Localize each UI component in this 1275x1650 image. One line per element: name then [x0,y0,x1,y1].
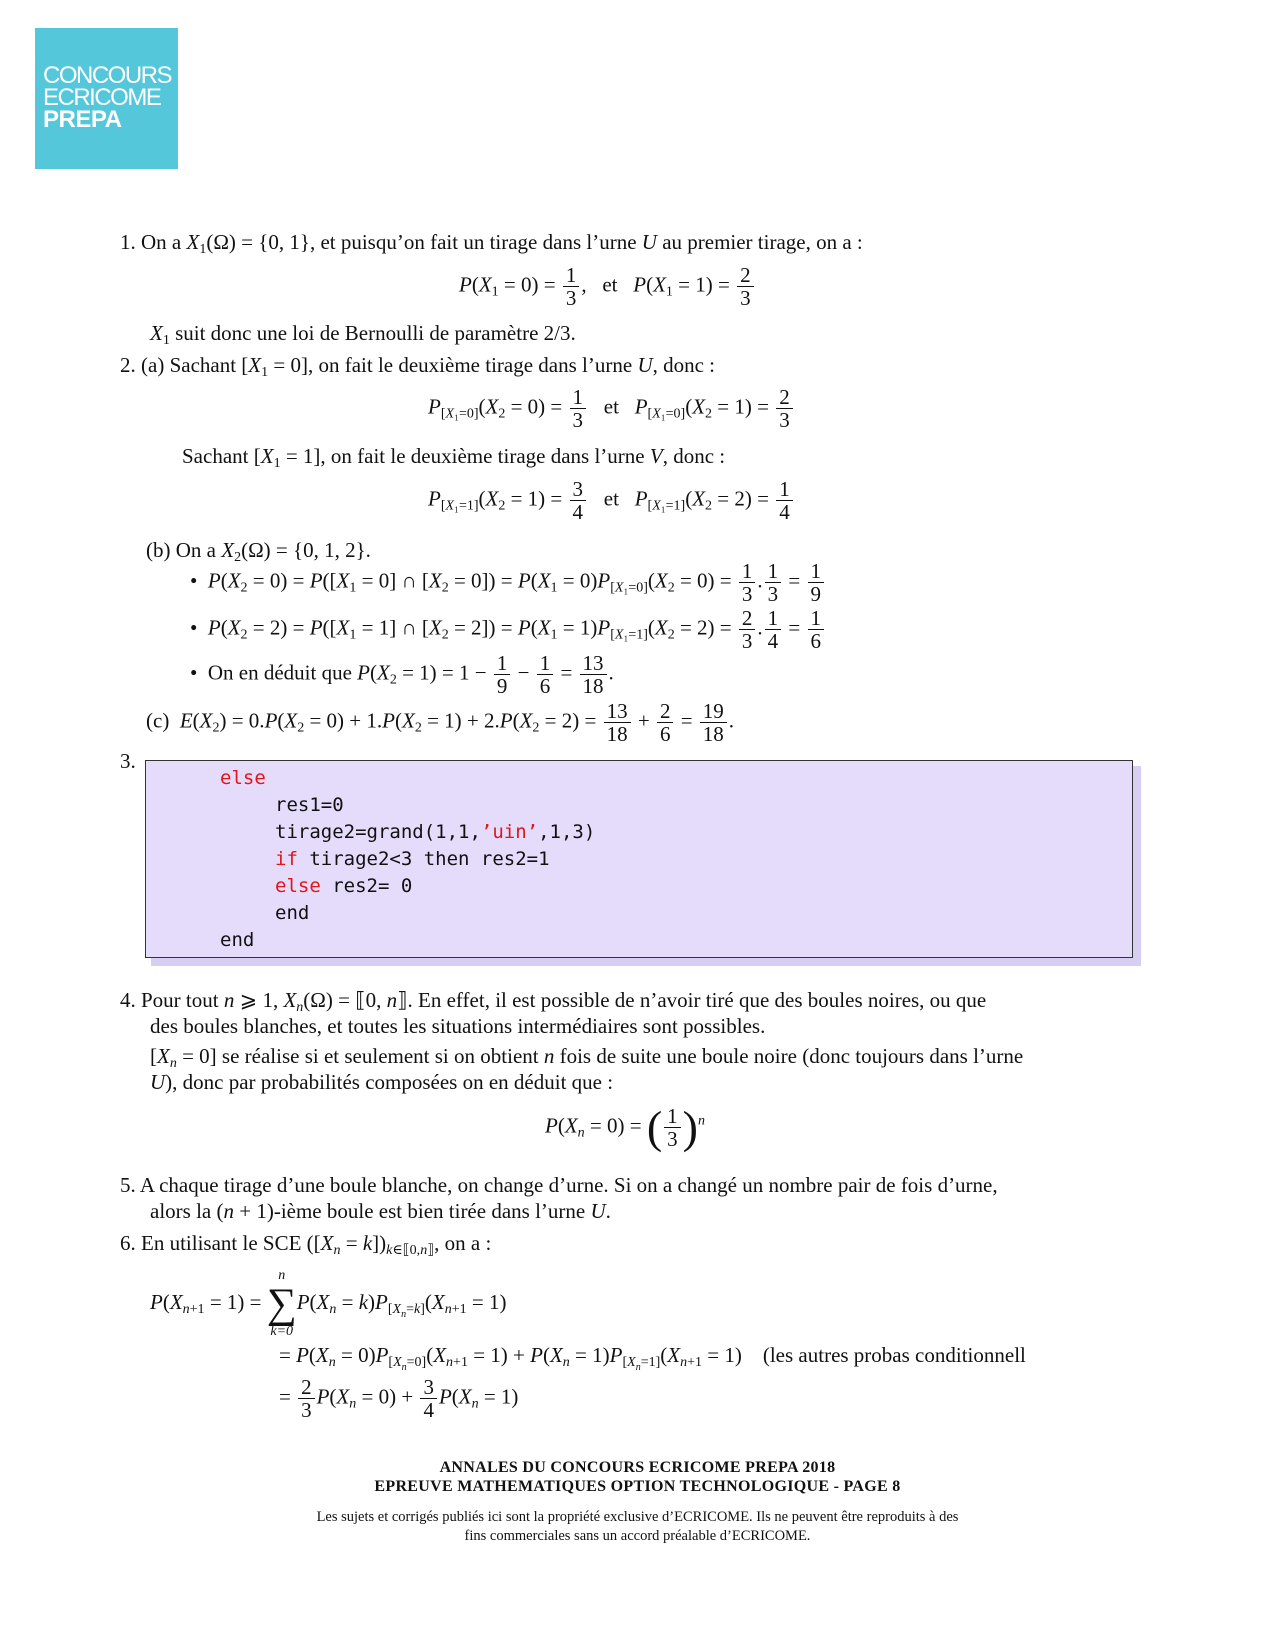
footer-legal-1: Les sujets et corrigés publiés ici sont la propriété exclusive d’ECRICOME. Ils ne peuvent être reproduits à des [316,1509,959,1525]
q4-line-3: $[X_n = 0]$ se réalise si et seulement si on obtient n fois de suite une boule noire (donc toujours dans l’urne [150,1044,1024,1071]
q4-line-4: U), donc par probabilités composées on en déduit que : [150,1070,614,1094]
q5-line-2: alors la (n + 1)-ième boule est bien tirée dans l’urne U. [150,1199,611,1223]
q2b-statement: (b) On a $X_2(\Omega) = \{0$, 1, 2}. [146,538,371,565]
code-line-1: else [220,767,266,789]
scilab-code-box [145,760,1133,958]
q2b-bullet-3: • On en déduit que $P(X_2 = 1) = 1$ − $\frac{1}{9}$ − $\frac{1}{6}$ = $\frac{13}{18}$ . [190,651,614,698]
logo-line-3: PREPA [43,106,122,133]
q1-conclusion: $X_1$ suit donc une loi de Bernoulli de paramètre 2/3. [150,321,576,348]
q4-line-2: des boules blanches, et toutes les situations intermédiaires sont possibles. [150,1014,766,1038]
footer-title-2: EPREUVE MATHEMATIQUES OPTION TECHNOLOGIQUE - PAGE 8 [374,1478,901,1495]
q2a-equation-0: $P_{[X_1=0]}(X_2 = 0)$ = $\frac{1}{3}$ et $P_{[X_1=0]}(X_2 = 1)$ = $\frac{2}{3}$ [428,386,795,431]
logo-line-2: ECRICOME [43,84,161,111]
q2a-statement-0: 2. (a) Sachant $[X_1 = 0]$, on fait le deuxième tirage dans l’urne U, donc : [120,353,716,380]
code-line-4: if tirage2<3 then res2=1 [275,848,550,870]
q2b-bullet-1: • $P(X_2 = 0) = P([X_1 = 0]$ ∩ $[X_2 = 0]) = P(X_1 = 0)P_{[X_1=0]}(X_2 = 0)$ = $\frac{1}{3}$ . $\frac{1}{3}$ = $\frac{1}{9}$ [190,560,826,605]
q4-equation: $P(X_n = 0)$ = ( $\frac{1}{3}$ )$^n$ [545,1101,705,1153]
code-line-2: res1=0 [275,794,344,816]
q4-line-1: 4. Pour tout n ⩾ 1, $X_n(\Omega)$ = ⟦0, n⟧. En effet, il est possible de n’avoir tiré que des boules noires, ou que [120,988,987,1015]
code-line-5: else res2= 0 [275,875,413,897]
footer-title-1: ANNALES DU CONCOURS ECRICOME PREPA 2018 [439,1459,836,1476]
q2c-statement: (c) $E(X_2) = 0.P(X_2 = 0) + 1.P(X_2 = 1) + 2.P(X_2 = 2)$ = $\frac{13}{18}$ + $\frac{2}{6}$ = $\frac{19}{18}$ . [146,699,735,746]
q6-line-1: 6. En utilisant le SCE $([X_n = k])_{k\in⟦0,n⟧}$, on a : [120,1231,492,1258]
q2a-statement-1: Sachant $[X_1 = 1]$, on fait le deuxième tirage dans l’urne V, donc : [182,444,726,471]
q2a-equation-1: $P_{[X_1=1]}(X_2 = 1)$ = $\frac{3}{4}$ et $P_{[X_1=1]}(X_2 = 2)$ = $\frac{1}{4}$ [428,478,795,523]
q1-number: 1. [120,230,136,254]
code-line-6: end [275,902,310,924]
q5-line-1: 5. A chaque tirage d’une boule blanche, on change d’urne. Si on a changé un nombre pair de fois d’urne, [120,1173,998,1197]
code-line-3: tirage2=grand(1,1,’uin’,1,3) [275,821,596,843]
footer-legal-2: fins commerciales sans un accord préalable d’ECRICOME. [464,1528,811,1544]
logo-line-1: CONCOURS [43,62,172,89]
q6-equation-line-1: $P(X_{n+1} = 1)$ = n ∑ k=0 $P(X_n = k)P_{[X_n=k]}(X_{n+1} = 1)$ [150,1268,507,1339]
q1-equation: $P(X_1 = 0)$ = $\frac{1}{3}$ , et $P(X_1 = 1)$ = $\frac{2}{3}$ [459,264,756,309]
q1-statement: 1. On a $X_1(\Omega) = \{0$, 1}, et puisqu’on fait un tirage dans l’urne U au premier tirage, on a : [120,230,863,257]
q6-equation-line-2: = $P(X_n = 0)P_{[X_n=0]}(X_{n+1} = 1) + P(X_n = 1)P_{[X_n=1]}(X_{n+1} = 1)$ (les autres probas conditionnell [279,1343,1026,1373]
q2b-bullet-2: • $P(X_2 = 2) = P([X_1 = 1]$ ∩ $[X_2 = 2]) = P(X_1 = 1)P_{[X_1=1]}(X_2 = 2)$ = $\frac{2}{3}$ . $\frac{1}{4}$ = $\frac{1}{6}$ [190,607,826,652]
q3-number: 3. [120,749,136,773]
ecricome-logo [35,28,178,169]
code-line-7: end [220,929,255,951]
q6-equation-line-3: = $\frac{2}{3}$ $P(X_n = 0)$ + $\frac{3}{4}$ $P(X_n = 1)$ [279,1375,519,1422]
